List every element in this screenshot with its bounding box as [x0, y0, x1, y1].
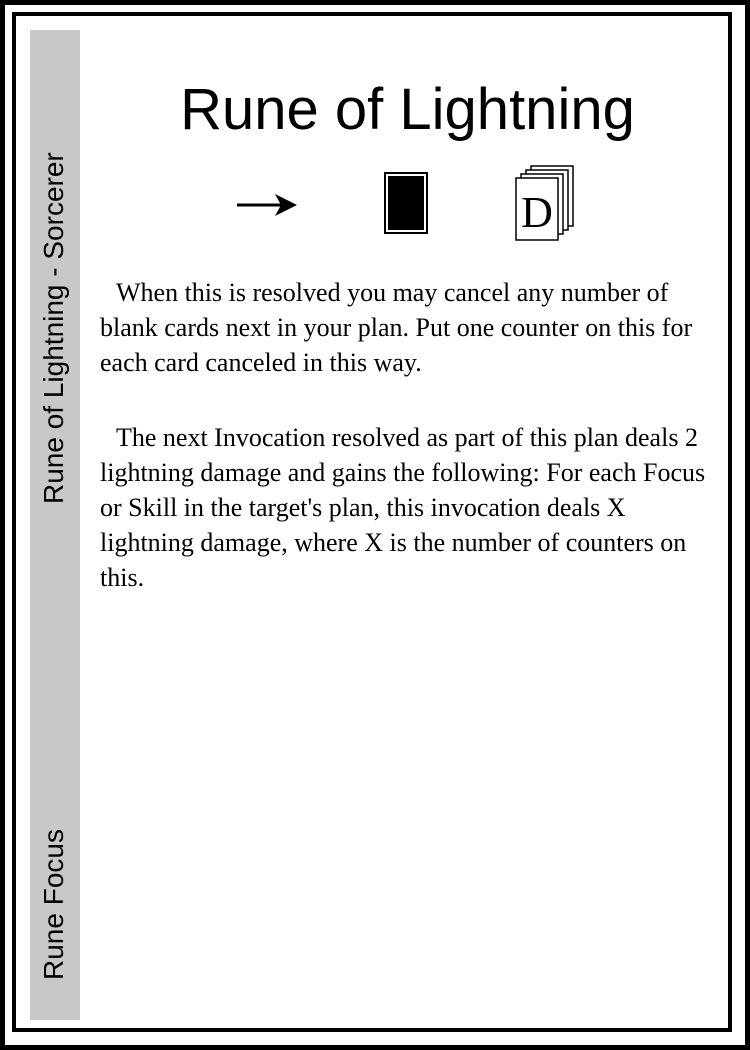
- deck-icon: [514, 164, 576, 244]
- arrow-icon: [235, 190, 299, 220]
- card-name-class-label: Rune of Lightning - Sorcerer: [38, 152, 69, 504]
- rules-paragraph: The next Invocation resolved as part of this plan deals 2 lightning damage and gains the following: For each Focus or Skill in the target's plan, this invocation deals X lightning damage, where X is the number of counters on this.: [100, 423, 706, 592]
- deck-icon-letter: D: [521, 188, 553, 237]
- card-title: Rune of Lightning: [180, 77, 635, 142]
- card-rules-text: [100, 275, 710, 635]
- card-type-label: Rune Focus: [38, 829, 69, 980]
- rules-paragraph: When this is resolved you may cancel any number of blank cards next in your plan. Put one counter on this for each card canceled in this way.: [100, 278, 693, 377]
- blank-card-icon: [384, 172, 428, 234]
